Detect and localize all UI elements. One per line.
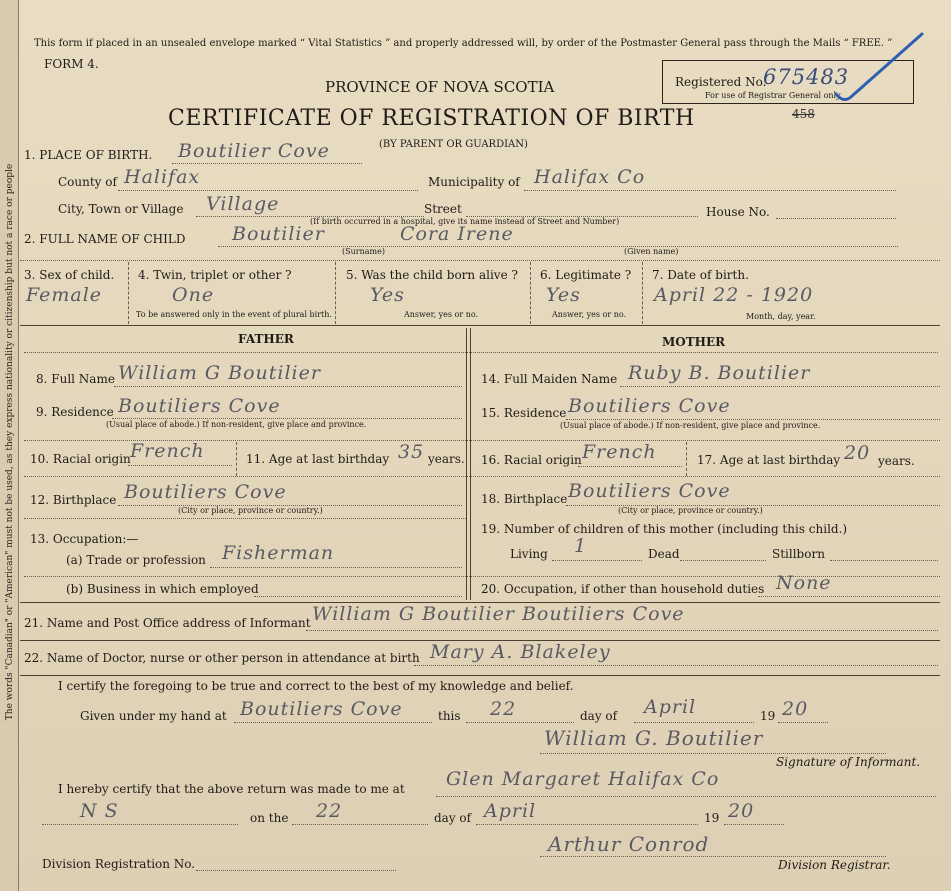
certificate-subtitle: (BY PARENT OR GUARDIAN) <box>379 139 528 150</box>
father-residence-value: Boutiliers Cove <box>118 395 281 417</box>
trade-value: Fisherman <box>222 542 335 564</box>
dob-value: April 22 - 1920 <box>654 284 814 306</box>
legitimate-value: Yes <box>546 284 581 306</box>
father-years-label: years. <box>428 452 465 466</box>
form-number: FORM 4. <box>44 57 99 71</box>
given-year-value: 20 <box>782 698 809 720</box>
county-value: Halifax <box>124 166 201 188</box>
blue-check-mark <box>830 28 930 110</box>
registrar-general-note: For use of Registrar General only. <box>705 91 843 100</box>
certify-statement: I certify the foregoing to be true and correct to the best of my knowledge and belief. <box>58 679 574 693</box>
occupation-label: 13. Occupation:— <box>30 532 139 546</box>
place-of-birth-label: 1. PLACE OF BIRTH. <box>24 148 153 162</box>
mother-age-label: 17. Age at last birthday <box>697 453 841 467</box>
mother-occupation-label: 20. Occupation, if other than household duties <box>481 582 765 596</box>
informant-signature: William G. Boutilier <box>544 726 764 750</box>
on-month-value: April <box>484 800 537 822</box>
margin-strip <box>0 0 19 891</box>
father-birthplace-label: 12. Birthplace <box>30 493 117 507</box>
child-given-name: Cora Irene <box>400 223 514 245</box>
stillborn-label: Stillborn <box>772 547 825 561</box>
doctor-label: 22. Name of Doctor, nurse or other person in attendance at birth <box>24 651 420 665</box>
informant-value: William G Boutilier Boutiliers Cove <box>312 603 685 625</box>
mother-birthplace-note: (City or place, province or country.) <box>618 506 763 515</box>
sex-value: Female <box>26 284 103 306</box>
living-label: Living <box>510 547 548 561</box>
on-the-label: on the <box>250 811 289 825</box>
received-at-value: Glen Margaret Halifax Co <box>446 768 720 790</box>
dob-label: 7. Date of birth. <box>652 268 749 282</box>
mail-notice: This form if placed in an unsealed envelope marked “ Vital Statistics ” and properly addressed will, by order of the Postmaster General pass through the Mails “ FREE. ” <box>34 38 893 49</box>
twin-note: To be answered only in the event of plural birth. <box>136 310 332 319</box>
given-year-prefix: 19 <box>760 709 776 723</box>
mother-occupation-value: None <box>776 572 832 594</box>
city-value: Village <box>206 193 280 215</box>
margin-note: The words "Canadian" or "American" must not be used, as they express nationality or citizenship but not a race or people <box>5 163 15 721</box>
mother-heading: MOTHER <box>662 335 726 349</box>
mother-years-label: years. <box>878 454 915 468</box>
given-name-note: (Given name) <box>624 247 679 256</box>
province-heading: PROVINCE OF NOVA SCOTIA <box>325 78 555 96</box>
hereby-certify-label: I hereby certify that the above return was made to me at <box>58 782 405 796</box>
alive-note: Answer, yes or no. <box>404 310 479 319</box>
children-label: 19. Number of children of this mother (including this child.) <box>481 522 848 536</box>
father-birthplace-value: Boutiliers Cove <box>124 481 287 503</box>
alive-label: 5. Was the child born alive ? <box>346 268 518 282</box>
signature-informant-label: Signature of Informant. <box>776 755 921 769</box>
given-month-value: April <box>644 696 697 718</box>
county-label: County of <box>58 175 117 189</box>
business-label: (b) Business in which employed <box>66 582 259 596</box>
father-abode-note: (Usual place of abode.) If non-resident, give place and province. <box>106 420 367 429</box>
living-value: 1 <box>574 535 588 557</box>
this-label: this <box>438 709 461 723</box>
child-surname: Boutilier <box>232 223 325 245</box>
trade-label: (a) Trade or profession <box>66 553 206 567</box>
father-residence-label: 9. Residence <box>36 405 114 419</box>
day-of-2-label: day of <box>434 811 472 825</box>
doctor-value: Mary A. Blakeley <box>430 641 611 663</box>
informant-label: 21. Name and Post Office address of Informant <box>24 616 311 630</box>
struck-number: 458 <box>792 107 815 121</box>
registered-number: 675483 <box>763 65 850 89</box>
street-label: Street <box>424 202 462 216</box>
mother-residence-label: 15. Residence <box>481 406 567 420</box>
father-age-label: 11. Age at last birthday <box>246 452 390 466</box>
sex-label: 3. Sex of child. <box>24 268 115 282</box>
mother-age-value: 20 <box>844 442 871 464</box>
mother-name-label: 14. Full Maiden Name <box>481 372 618 386</box>
municipality-value: Halifax Co <box>534 166 646 188</box>
mother-birthplace-label: 18. Birthplace <box>481 492 568 506</box>
father-racial-value: French <box>130 440 205 462</box>
given-at-value: Boutiliers Cove <box>240 698 403 720</box>
legitimate-note: Answer, yes or no. <box>552 310 627 319</box>
mother-name-value: Ruby B. Boutilier <box>628 362 811 384</box>
registered-no-label: Registered No. <box>675 75 767 89</box>
father-birthplace-note: (City or place, province or country.) <box>178 506 323 515</box>
father-name-value: William G Boutilier <box>118 362 321 384</box>
house-no-label: House No. <box>706 205 770 219</box>
hospital-note: (If birth occurred in a hospital, give its name instead of Street and Number) <box>310 217 620 226</box>
dob-note: Month, day, year. <box>746 312 816 321</box>
division-no-label: Division Registration No. <box>42 857 196 871</box>
twin-label: 4. Twin, triplet or other ? <box>138 268 292 282</box>
twin-value: One <box>172 284 215 306</box>
legitimate-label: 6. Legitimate ? <box>540 268 632 282</box>
father-name-label: 8. Full Name <box>36 372 115 386</box>
mother-racial-label: 16. Racial origin <box>481 453 582 467</box>
mother-racial-value: French <box>582 441 657 463</box>
father-heading: FATHER <box>238 332 294 346</box>
place-of-birth-value: Boutilier Cove <box>178 140 330 162</box>
registrar-signature: Arthur Conrod <box>548 832 710 856</box>
on-day-value: 22 <box>316 800 343 822</box>
dead-label: Dead <box>648 547 680 561</box>
alive-value: Yes <box>370 284 405 306</box>
given-under-label: Given under my hand at <box>80 709 227 723</box>
received-province-value: N S <box>80 800 119 822</box>
certificate-title: CERTIFICATE OF REGISTRATION OF BIRTH <box>168 106 695 131</box>
on-year-prefix: 19 <box>704 811 720 825</box>
mother-residence-value: Boutiliers Cove <box>568 395 731 417</box>
day-of-label: day of <box>580 709 618 723</box>
mother-abode-note: (Usual place of abode.) If non-resident, give place and province. <box>560 421 821 430</box>
full-name-label: 2. FULL NAME OF CHILD <box>24 232 186 246</box>
mother-birthplace-value: Boutiliers Cove <box>568 480 731 502</box>
given-day-value: 22 <box>490 698 517 720</box>
surname-note: (Surname) <box>342 247 385 256</box>
city-label: City, Town or Village <box>58 202 184 216</box>
on-year-value: 20 <box>728 800 755 822</box>
municipality-label: Municipality of <box>428 175 520 189</box>
division-registrar-label: Division Registrar. <box>778 858 891 872</box>
father-racial-label: 10. Racial origin <box>30 452 131 466</box>
father-age-value: 35 <box>398 441 425 463</box>
